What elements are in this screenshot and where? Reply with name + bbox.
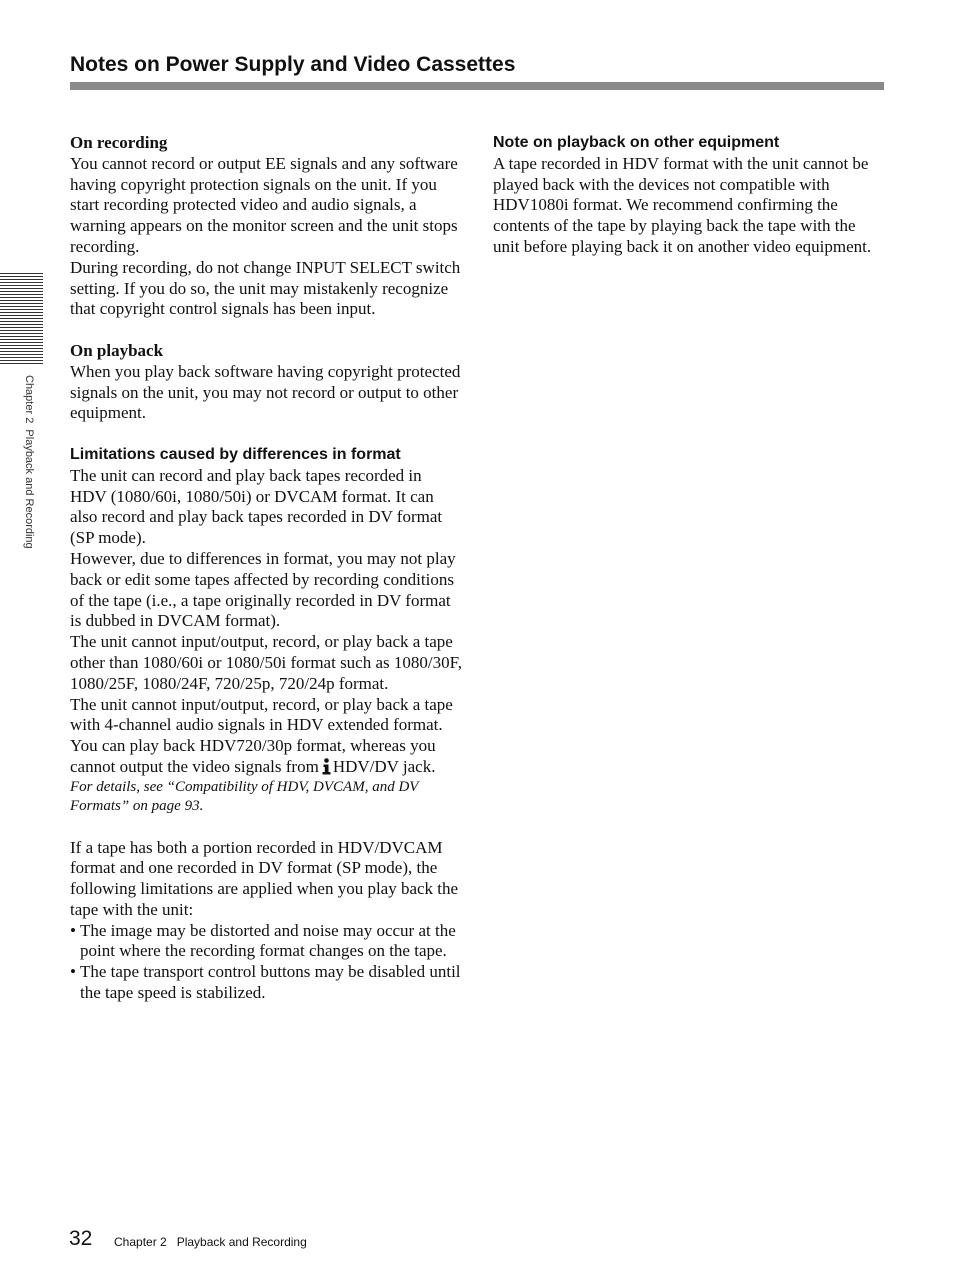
section-on-playback <box>70 341 462 424</box>
page-number: 32 <box>69 1227 93 1250</box>
recording-paragraph-2: During recording, do not change INPUT SELECT switch setting. If you do so, the unit may mistakenly recognize that copyright control signals has been input. <box>70 257 461 319</box>
limitations-paragraph-2: However, due to differences in format, you may not play back or edit some tapes affected by recording conditions of the tape (i.e., a tape originally recorded in DV format is dubbed in DVCAM format). <box>70 548 456 631</box>
limitations-bullet-list <box>70 921 462 1004</box>
side-chapter-label: Chapter 2 Playback and Recording <box>23 375 35 549</box>
hdv-dv-jack-text: HDV/DV jack. <box>332 756 436 776</box>
page-title: Notes on Power Supply and Video Cassettes <box>70 53 516 76</box>
section-other-equipment <box>493 133 885 258</box>
limitations-paragraph-3: The unit cannot input/output, record, or play back a tape other than 1080/60i or 1080/50i format such as 1080/30F, 1080/25F, 1080/24F, 720/25p, 720/24p format. <box>70 632 462 693</box>
list-item: • The tape transport control buttons may be disabled until the tape speed is stabilized. <box>70 962 462 1004</box>
hdv-output-text: You can play back HDV720/30p format, whereas you cannot output the video signals from <box>70 736 436 776</box>
footer-chapter-label: Chapter 2 Playback and Recording <box>114 1235 307 1249</box>
section-format-limitations <box>70 445 462 1004</box>
right-column <box>493 133 885 258</box>
heading-on-recording: On recording <box>70 133 168 152</box>
section-on-recording <box>70 133 462 320</box>
limitations-paragraph-5 <box>70 736 462 778</box>
title-rule <box>70 82 884 90</box>
limitations-paragraph-1: The unit can record and play back tapes recorded in HDV (1080/60i, 1080/50i) or DVCAM format. It can also record and play back tapes recorded in DV format (SP mode). <box>70 465 443 548</box>
heading-other-equipment: Note on playback on other equipment <box>493 134 780 151</box>
limitations-paragraph-4: The unit cannot input/output, record, or play back a tape with 4-channel audio signals in HDV extended format. <box>70 694 453 735</box>
limitations-paragraph-6: If a tape has both a portion recorded in HDV/DVCAM format and one recorded in DV format (SP mode), the following limitations are applied when you play back the tape with the unit: <box>70 837 459 919</box>
list-item: • The image may be distorted and noise may occur at the point where the recording format changes on the tape. <box>70 921 462 963</box>
chapter-tab-stripes <box>0 272 43 364</box>
recording-paragraph-1: You cannot record or output EE signals and any software having copyright protection signals on the unit. If you start recording protected video and audio signals, a warning appears on the monitor screen and the unit stops recording. <box>70 153 458 256</box>
compatibility-reference: For details, see “Compatibility of HDV, DVCAM, and DV Formats” on page 93. <box>70 778 419 815</box>
left-column <box>70 133 462 1004</box>
heading-on-playback: On playback <box>70 340 164 360</box>
heading-format-limitations: Limitations caused by differences in format <box>70 445 401 463</box>
other-equipment-paragraph: A tape recorded in HDV format with the unit cannot be played back with the devices not compatible with HDV1080i format. We recommend confirming the contents of the tape by playing back the tape with the unit before playing back it on another video equipment. <box>493 153 872 256</box>
playback-paragraph-1: When you play back software having copyright protected signals on the unit, you may not record or output to other equipment. <box>70 361 461 423</box>
ilink-jack-icon <box>322 758 331 775</box>
